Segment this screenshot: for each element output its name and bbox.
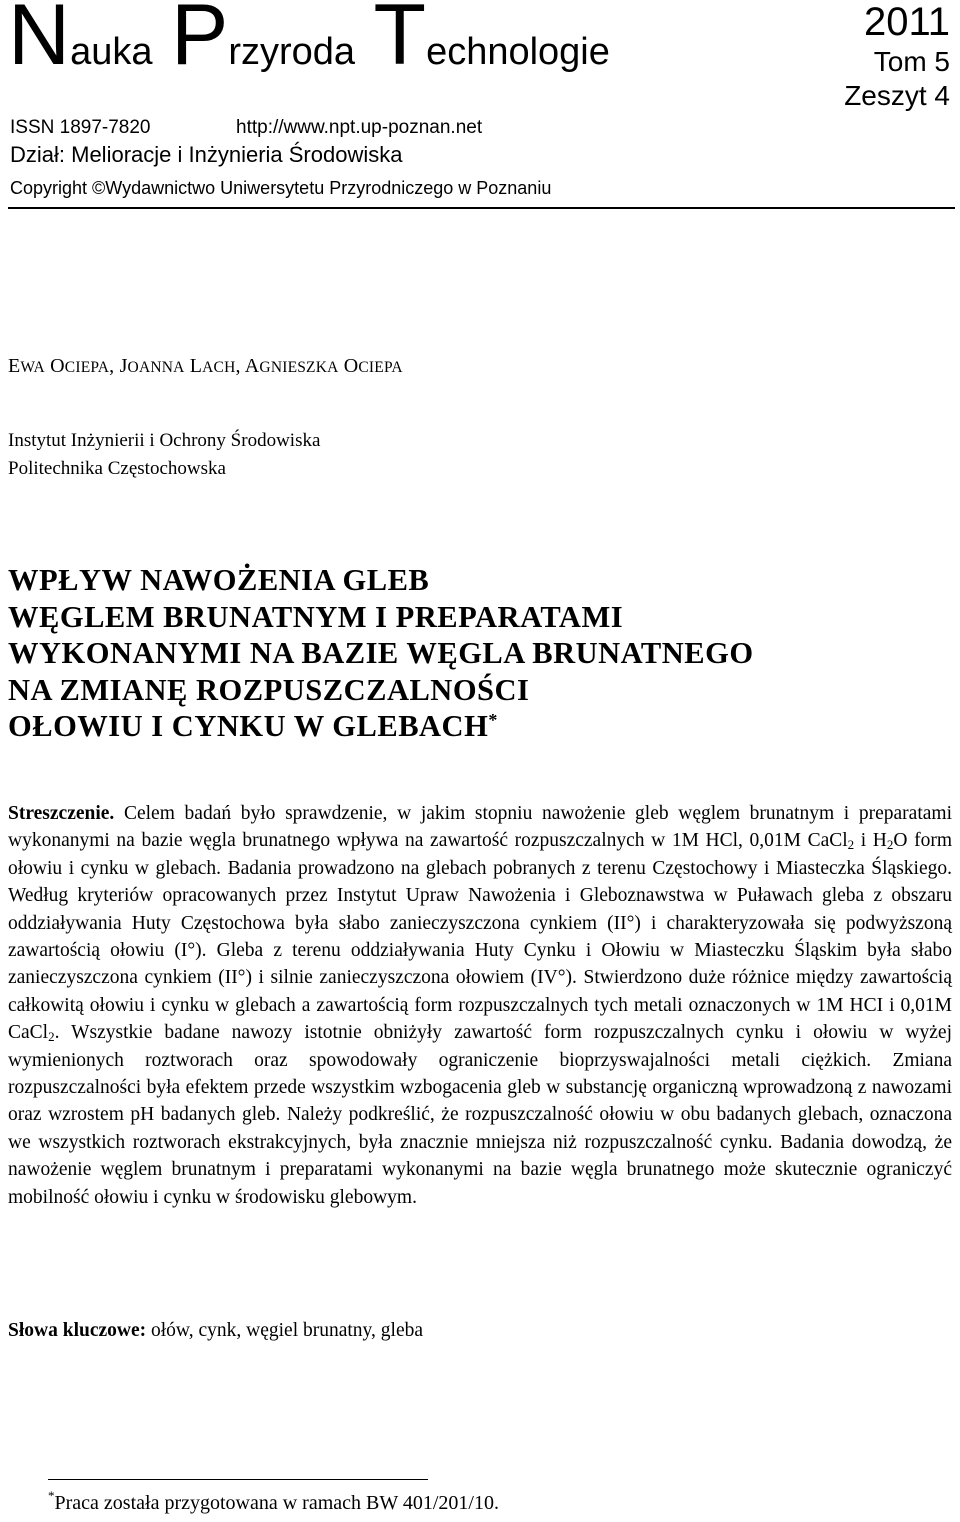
title-line: NA ZMIANĘ ROZPUSZCZALNOŚCI <box>8 672 530 707</box>
title-line: WPŁYW NAWOŻENIA GLEB <box>8 563 430 597</box>
title-line: WYKONANYMI NA BAZIE WĘGLA BRUNATNEGO <box>8 636 754 670</box>
footnote-text: Praca została przygotowana w ramach BW 401/201/10. <box>54 1492 499 1514</box>
journal-url-link[interactable]: http://www.npt.up-poznan.net <box>236 117 483 138</box>
journal-title-word: Przyroda <box>170 0 356 83</box>
author-name: AGNIESZKA OCIEPA <box>244 355 403 377</box>
title-line: WĘGLEM BRUNATNYM I PREPARATAMI <box>8 599 624 634</box>
affiliation-institute: Instytut Inżynierii i Ochrony Środowiska <box>8 430 321 451</box>
footnote-marker: * <box>48 1488 55 1503</box>
abstract-label: Streszczenie. <box>8 803 115 824</box>
affiliation-university: Politechnika Częstochowska <box>8 458 226 479</box>
title-footnote-marker: * <box>488 710 498 730</box>
journal-year: 2011 <box>863 0 950 44</box>
keywords <box>8 1320 423 1342</box>
paper-title <box>8 562 754 745</box>
keywords-label: Słowa kluczowe: <box>8 1320 147 1341</box>
header-divider <box>8 207 955 209</box>
journal-issue: Zeszyt 4 <box>844 80 950 111</box>
footnote <box>48 1488 499 1515</box>
journal-volume: Tom 5 <box>873 46 950 77</box>
title-line-last: OŁOWIU I CYNKU W GLEBACH* <box>8 709 498 743</box>
journal-title-word: Nauka <box>8 0 153 83</box>
author-name: EWA OCIEPA <box>8 355 110 377</box>
abstract: Streszczenie. Celem badań było sprawdzenie, w jakim stopniu nawożenie gleb węglem brunatnym i preparatami wykonanymi na bazie węgla brunatnego wpływa na zawartość rozpuszczalnych w 1M HCl, 0,01M CaCl$_2$ i $H_2O$ form ołowiu i cynku w glebach. Badania prowadzono na glebach pobranych z terenu Częstochowy i Miasteczka Śląskiego. Według kryteriów opracowanych przez Instytut Upraw Nawożenia i Gleboznawstwa w Puławach gleba z obszaru oddziaływania Huty Częstochowa była słabo zanieczyszczona cynkiem (II°) i charakteryzowała się podwyższoną zawartością ołowiu (I°). Gleba z terenu oddziaływania Huty Cynku i Ołowiu w Miasteczku Śląskim była słabo zanieczyszczona cynkiem (II°) i silnie zanieczyszczona ołowiem (IV°). Stwierdzono duże różnice między zawartością całkowitą ołowiu i cynku w glebach a zawartością form rozpuszczalnych tych metali oznaczonych w 1M HCI i 0,01M CaCl$_2$. Wszystkie badane nawozy istotnie obniżyły zawartość form rozpuszczalnych cynku i ołowiu w wyżej wymienionych roztworach oraz spowodowały ograniczenie bioprzyswajalności metali ciężkich. Zmiana rozpuszczalności była efektem przede wszystkim wzbogacenia gleb w substancję organiczną wprowadzoną z nawozami oraz wzrostem pH badanych gleb. Należy podkreślić, że rozpuszczalność ołowiu w obu badanych glebach, oznaczona we wszystkich roztworach ekstrakcyjnych, była znacznie mniejsza niż rozpuszczalność cynku. Badania dowodzą, że nawożenie węglem brunatnym i preparatami wykonanymi na bazie węgla brunatnego może skutecznie ograniczyć mobilność ołowiu i cynku w środowisku glebowym. <box>8 803 952 1208</box>
journal-section: Dział: Melioracje i Inżynieria Środowiska <box>10 142 403 167</box>
journal-title-word: Technologie <box>373 0 610 83</box>
author-name: JOANNA LACH <box>119 355 236 377</box>
journal-issn: ISSN 1897-7820 <box>10 117 151 138</box>
footnote-divider <box>48 1479 428 1480</box>
keywords-value: ołów, cynk, węgiel brunatny, gleba <box>146 1320 424 1341</box>
author-list: EWA OCIEPA, JOANNA LACH, AGNIESZKA OCIEPA <box>8 355 403 377</box>
journal-copyright: Copyright ©Wydawnictwo Uniwersytetu Przyrodniczego w Poznaniu <box>10 178 552 198</box>
journal-title <box>8 0 624 83</box>
